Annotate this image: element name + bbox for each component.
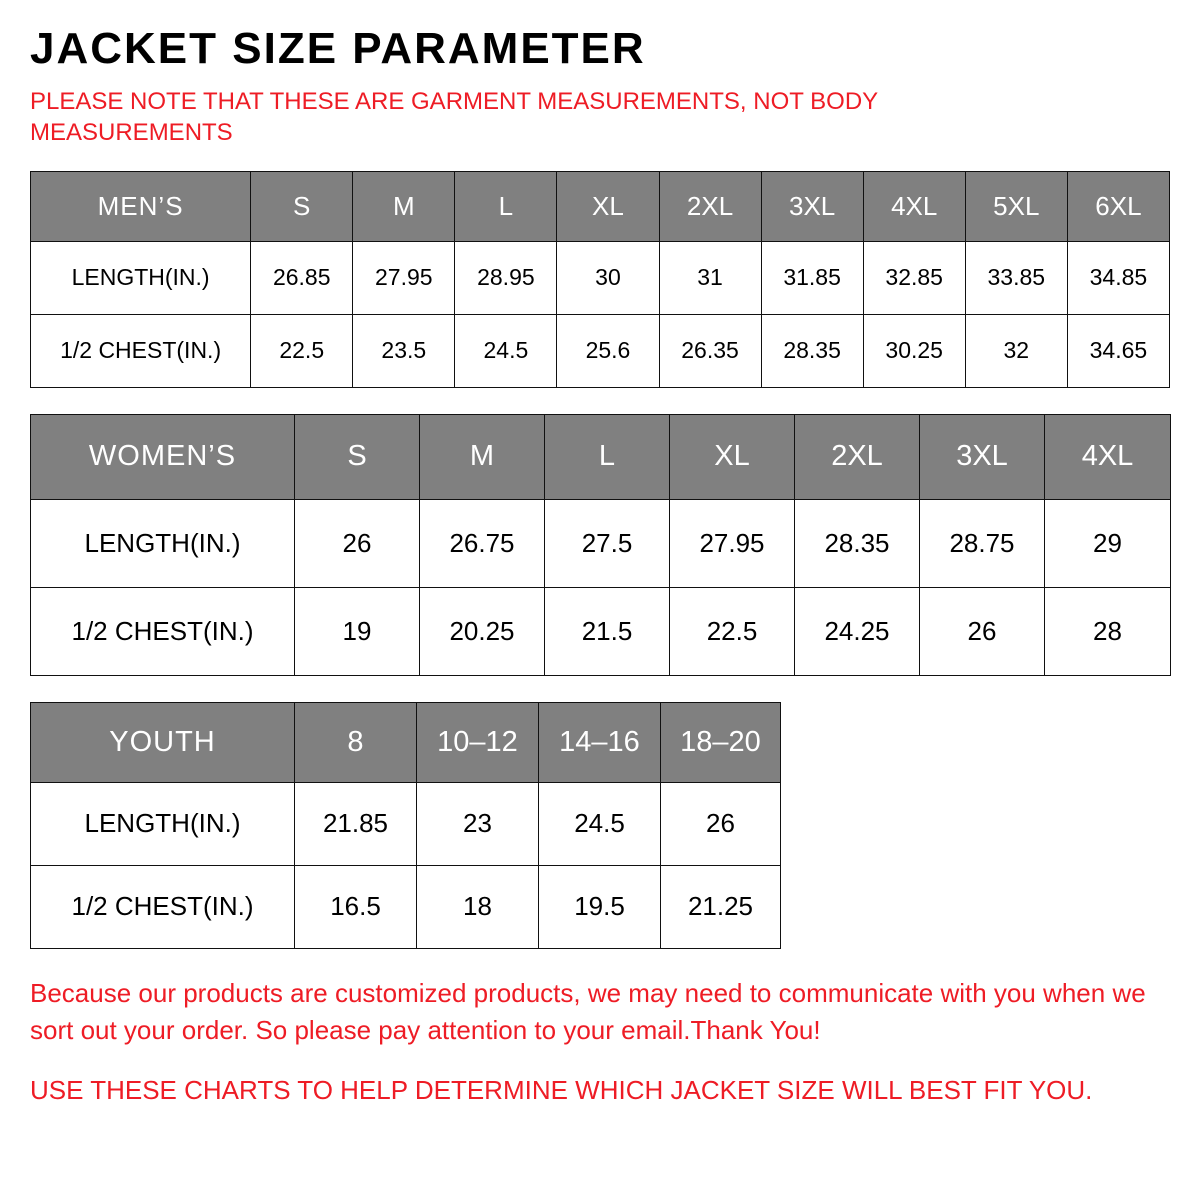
table-header-row <box>31 702 781 782</box>
womens-cell: 26 <box>295 499 420 587</box>
mens-size-header: 3XL <box>761 171 863 241</box>
mens-cell: 34.85 <box>1067 241 1169 314</box>
mens-cell: 32.85 <box>863 241 965 314</box>
womens-size-header: XL <box>670 414 795 499</box>
customized-products-note: Because our products are customized products, we may need to communicate with you when we sort out your order. So please pay attention to your email.Thank You! <box>30 977 1146 1046</box>
womens-row-label: LENGTH(IN.) <box>31 499 295 587</box>
mens-size-table <box>30 171 1170 388</box>
mens-cell: 31 <box>659 241 761 314</box>
mens-size-header: M <box>353 171 455 241</box>
mens-cell: 32 <box>965 314 1067 387</box>
mens-cell: 33.85 <box>965 241 1067 314</box>
mens-size-header: 6XL <box>1067 171 1169 241</box>
mens-cell: 31.85 <box>761 241 863 314</box>
womens-size-header: S <box>295 414 420 499</box>
mens-cell: 28.35 <box>761 314 863 387</box>
table-row <box>31 241 1170 314</box>
youth-row-label: 1/2 CHEST(IN.) <box>31 865 295 948</box>
youth-cell: 24.5 <box>539 782 661 865</box>
womens-cell: 19 <box>295 587 420 675</box>
youth-cell: 21.25 <box>661 865 781 948</box>
table-row <box>31 782 781 865</box>
mens-cell: 28.95 <box>455 241 557 314</box>
mens-header-label: MEN’S <box>31 171 251 241</box>
table-row <box>31 499 1171 587</box>
womens-header-label: WOMEN’S <box>31 414 295 499</box>
mens-cell: 22.5 <box>251 314 353 387</box>
youth-size-header: 8 <box>295 702 417 782</box>
youth-cell: 23 <box>417 782 539 865</box>
womens-cell: 28.75 <box>920 499 1045 587</box>
womens-size-header: L <box>545 414 670 499</box>
mens-size-header: 2XL <box>659 171 761 241</box>
womens-size-header: M <box>420 414 545 499</box>
youth-cell: 16.5 <box>295 865 417 948</box>
womens-row-label: 1/2 CHEST(IN.) <box>31 587 295 675</box>
womens-cell: 22.5 <box>670 587 795 675</box>
mens-cell: 30 <box>557 241 659 314</box>
youth-size-header: 14–16 <box>539 702 661 782</box>
page-title: JACKET SIZE PARAMETER <box>30 24 646 73</box>
womens-cell: 21.5 <box>545 587 670 675</box>
youth-cell: 21.85 <box>295 782 417 865</box>
womens-cell: 26 <box>920 587 1045 675</box>
womens-cell: 28 <box>1045 587 1171 675</box>
mens-size-header: 4XL <box>863 171 965 241</box>
mens-cell: 23.5 <box>353 314 455 387</box>
mens-size-header: XL <box>557 171 659 241</box>
youth-row-label: LENGTH(IN.) <box>31 782 295 865</box>
table-row <box>31 587 1171 675</box>
womens-size-table <box>30 414 1171 676</box>
womens-cell: 27.5 <box>545 499 670 587</box>
womens-cell: 20.25 <box>420 587 545 675</box>
youth-size-table <box>30 702 781 949</box>
youth-cell: 26 <box>661 782 781 865</box>
womens-cell: 24.25 <box>795 587 920 675</box>
womens-cell: 26.75 <box>420 499 545 587</box>
youth-size-header: 10–12 <box>417 702 539 782</box>
womens-size-header: 4XL <box>1045 414 1171 499</box>
youth-cell: 18 <box>417 865 539 948</box>
mens-cell: 25.6 <box>557 314 659 387</box>
mens-cell: 30.25 <box>863 314 965 387</box>
youth-cell: 19.5 <box>539 865 661 948</box>
use-charts-note: USE THESE CHARTS TO HELP DETERMINE WHICH JACKET SIZE WILL BEST FIT YOU. <box>30 1074 1093 1105</box>
mens-cell: 34.65 <box>1067 314 1169 387</box>
table-header-row <box>31 171 1170 241</box>
mens-cell: 26.35 <box>659 314 761 387</box>
womens-size-header: 3XL <box>920 414 1045 499</box>
mens-row-label: 1/2 CHEST(IN.) <box>31 314 251 387</box>
table-header-row <box>31 414 1171 499</box>
womens-cell: 27.95 <box>670 499 795 587</box>
womens-cell: 28.35 <box>795 499 920 587</box>
womens-cell: 29 <box>1045 499 1171 587</box>
mens-cell: 24.5 <box>455 314 557 387</box>
mens-cell: 27.95 <box>353 241 455 314</box>
table-row <box>31 314 1170 387</box>
youth-header-label: YOUTH <box>31 702 295 782</box>
mens-cell: 26.85 <box>251 241 353 314</box>
mens-size-header: 5XL <box>965 171 1067 241</box>
womens-size-header: 2XL <box>795 414 920 499</box>
mens-row-label: LENGTH(IN.) <box>31 241 251 314</box>
garment-measurement-note: PLEASE NOTE THAT THESE ARE GARMENT MEASUREMENTS, NOT BODY MEASUREMENTS <box>30 88 878 147</box>
table-row <box>31 865 781 948</box>
youth-size-header: 18–20 <box>661 702 781 782</box>
mens-size-header: S <box>251 171 353 241</box>
mens-size-header: L <box>455 171 557 241</box>
